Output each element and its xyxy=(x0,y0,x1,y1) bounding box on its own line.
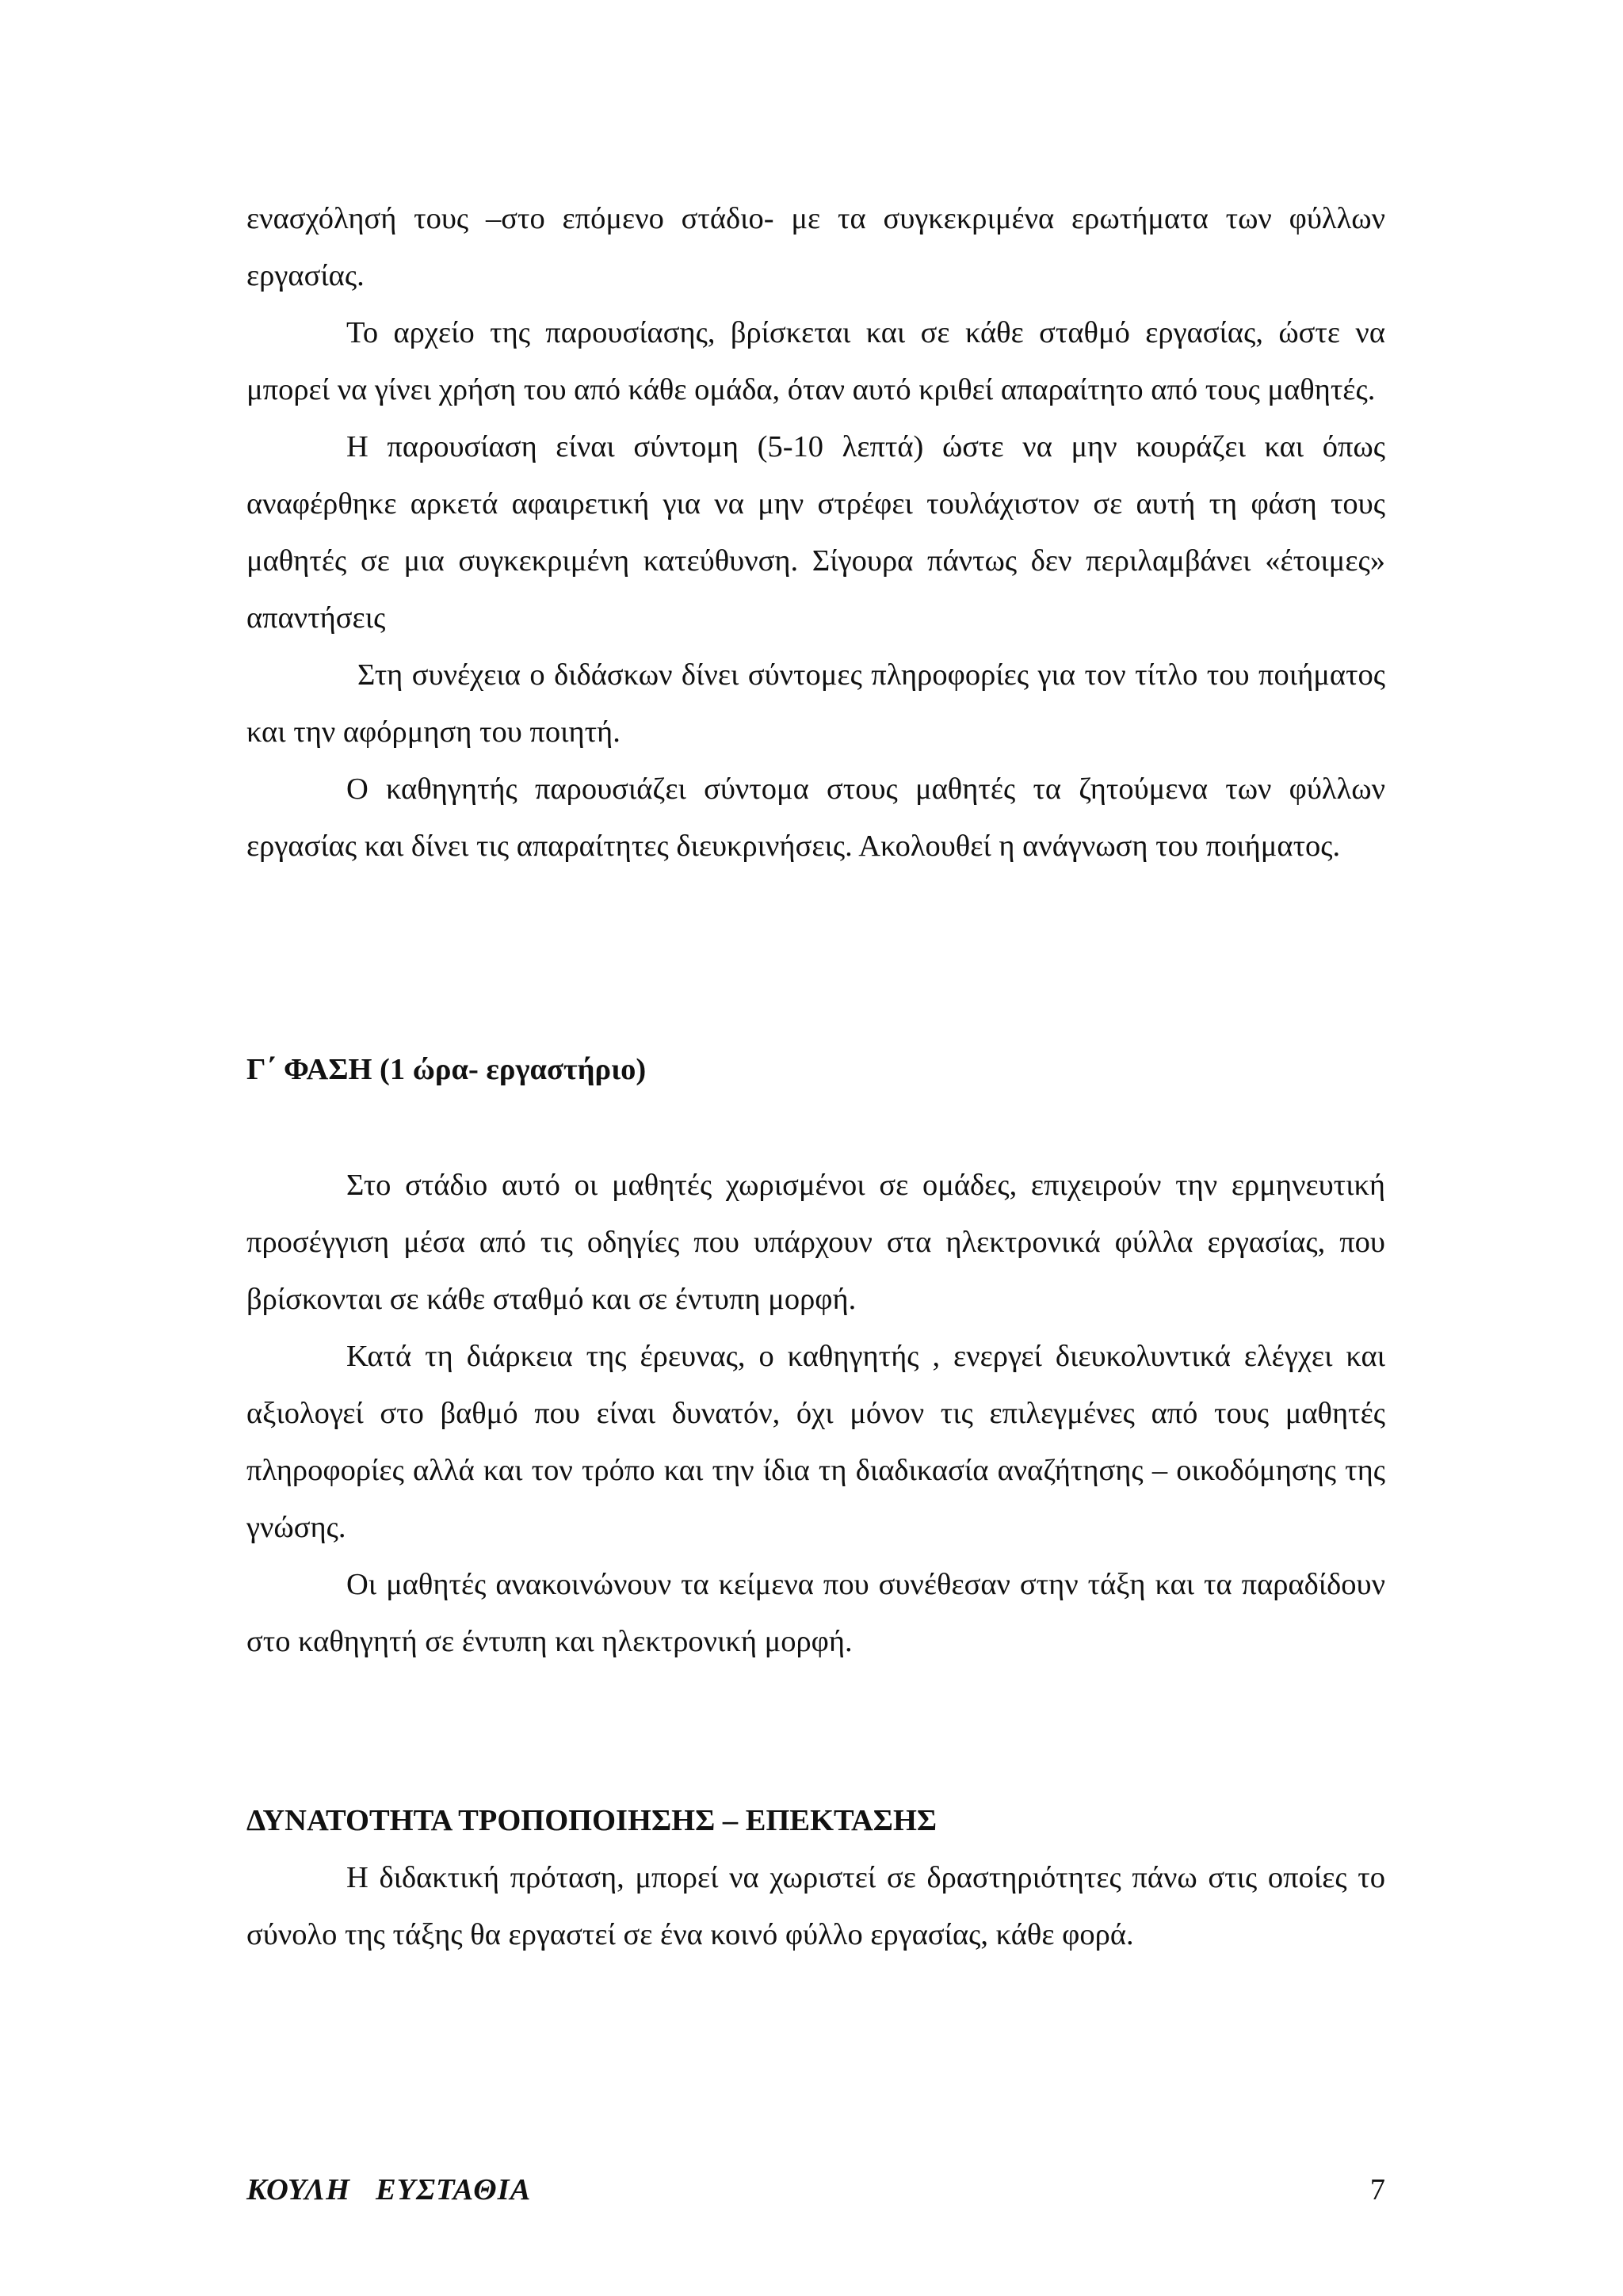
paragraph: Οι μαθητές ανακοινώνουν τα κείμενα που συνέθεσαν στην τάξη και τα παραδίδουν στο καθηγητή σε έντυπη και ηλεκτρονική μορφή. xyxy=(246,1568,1385,1658)
extension-section xyxy=(246,1849,1385,1963)
page-number: 7 xyxy=(1369,2173,1385,2206)
phase-c-heading: Γ΄ ΦΑΣΗ (1 ώρα- εργαστήριο) xyxy=(246,1053,647,1086)
paragraph: Το αρχείο της παρουσίασης, βρίσκεται και σε κάθε σταθμό εργασίας, ώστε να μπορεί να γίνει χρήση του από κάθε ομάδα, όταν αυτό κριθεί απαραίτητο από τους μαθητές. xyxy=(246,316,1385,406)
paragraph: Στο στάδιο αυτό οι μαθητές χωρισμένοι σε ομάδες, επιχειρούν την ερμηνευτική προσέγγιση μέσα από τις οδηγίες που υπάρχουν στα ηλεκτρονικά φύλλα εργασίας, που βρίσκονται σε κάθε σταθμό και σε έντυπη μορφή. xyxy=(246,1169,1385,1316)
paragraph: Η παρουσίαση είναι σύντομη (5-10 λεπτά) ώστε να μην κουράζει και όπως αναφέρθηκε αρκετά αφαιρετική για να μην στρέφει τουλάχιστον σε αυτή τη φάση τους μαθητές σε μια συγκεκριμένη κατεύθυνση. Σίγουρα πάντως δεν περιλαμβάνει «έτοιμες» απαντήσεις xyxy=(246,430,1385,635)
paragraph: Στη συνέχεια ο διδάσκων δίνει σύντομες πληροφορίες για τον τίτλο του ποιήματος και την αφόρμηση του ποιητή. xyxy=(246,658,1385,749)
footer-author: ΚΟΥΛΗ ΕΥΣΤΑΘΙΑ xyxy=(246,2173,532,2206)
paragraph: Κατά τη διάρκεια της έρευνας, ο καθηγητής , ενεργεί διευκολυντικά ελέγχει και αξιολογεί στο βαθμό που είναι δυνατόν, όχι μόνον τις επιλεγμένες από τους μαθητές πληροφορίες αλλά και τον τρόπο και την ίδια τη διαδικασία αναζήτησης – οικοδόμησης της γνώσης. xyxy=(246,1340,1385,1544)
paragraph: Ο καθηγητής παρουσιάζει σύντομα στους μαθητές τα ζητούμενα των φύλλων εργασίας και δίνει τις απαραίτητες διευκρινήσεις. Ακολουθεί η ανάγνωση του ποιήματος. xyxy=(246,772,1385,863)
paragraph: Η διδακτική πρόταση, μπορεί να χωριστεί σε δραστηριότητες πάνω στις οποίες το σύνολο της τάξης θα εργαστεί σε ένα κοινό φύλλο εργασίας, κάθε φορά. xyxy=(246,1861,1385,1951)
phase-c-section xyxy=(246,1157,1385,1670)
intro-section xyxy=(246,190,1385,875)
paragraph: ενασχόλησή τους –στο επόμενο στάδιο- με τα συγκεκριμένα ερωτήματα των φύλλων εργασίας. xyxy=(246,202,1385,292)
extension-heading: ΔΥΝΑΤΟΤΗΤΑ ΤΡΟΠΟΠΟΙΗΣΗΣ – ΕΠΕΚΤΑΣΗΣ xyxy=(246,1804,938,1837)
